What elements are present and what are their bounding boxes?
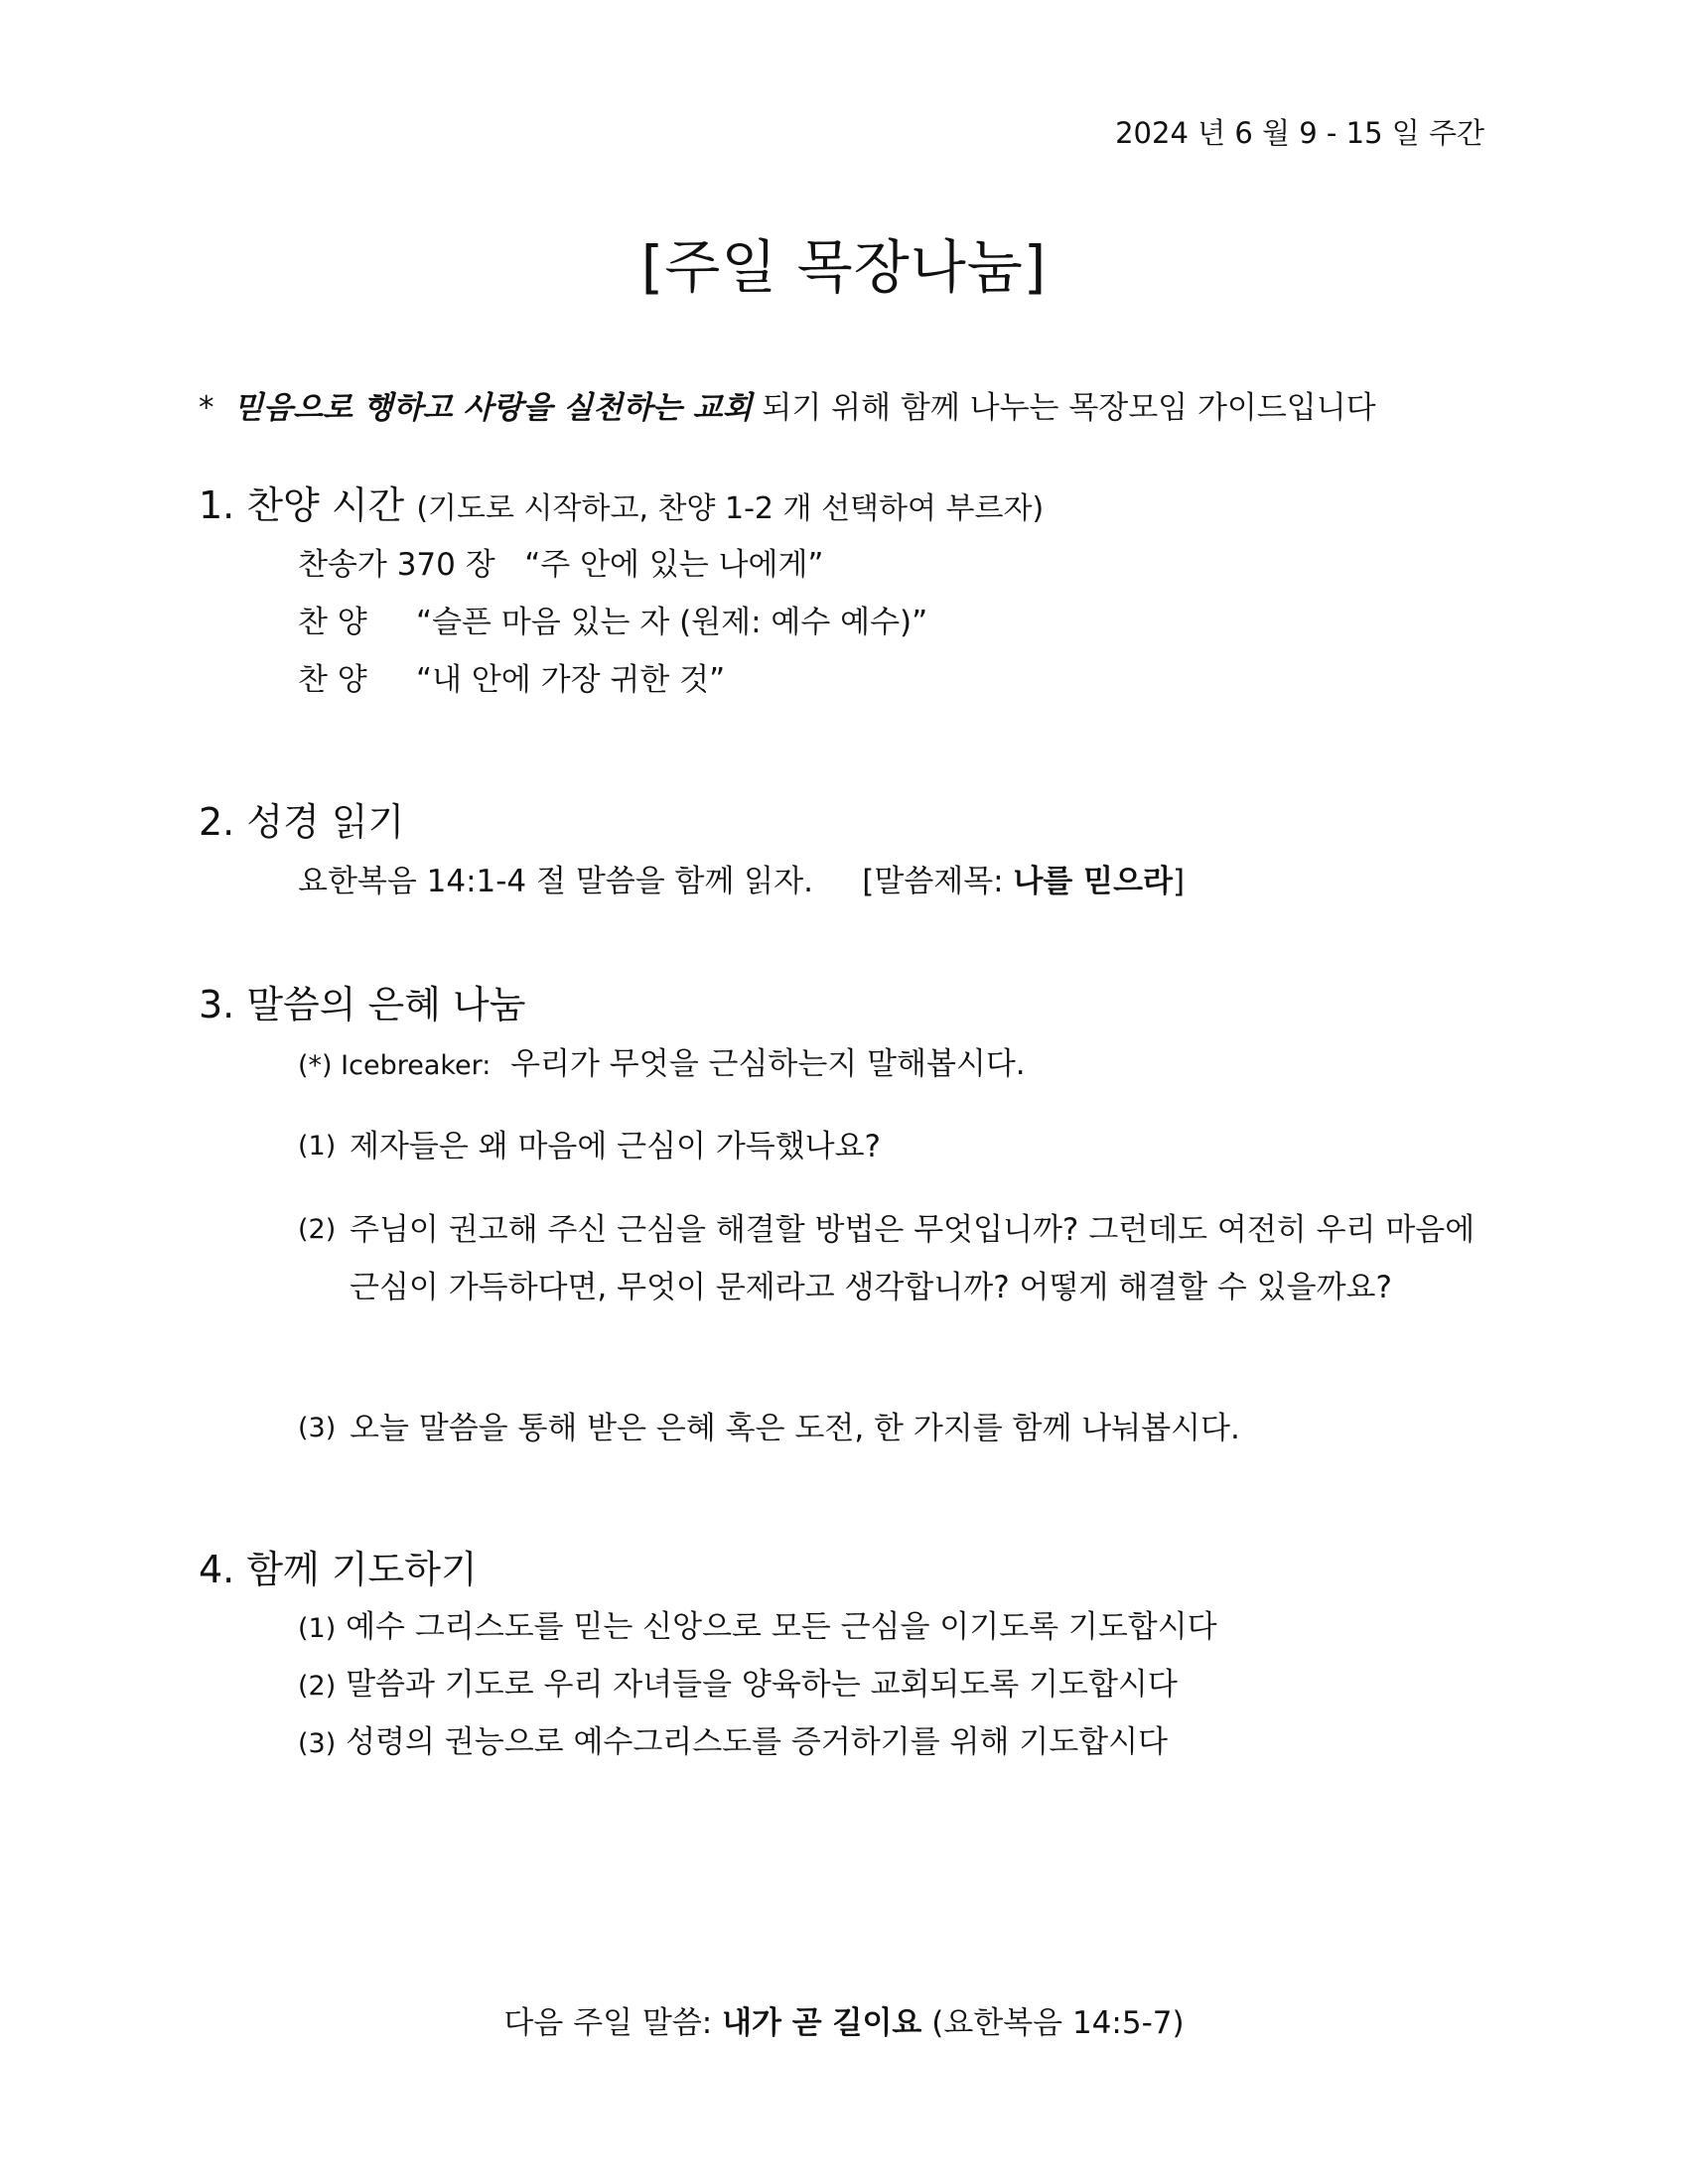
- section-sharing-heading: 3. 말씀의 은혜 나눔: [199, 983, 526, 1026]
- sermon-title: 나를 믿으라: [1013, 864, 1173, 899]
- song-title: “주 안에 있는 나에게”: [524, 547, 824, 583]
- prayer-text: 성령의 권능으로 예수그리스도를 증거하기를 위해 기도합시다: [346, 1724, 1168, 1760]
- question-text: 제자들은 왜 마음에 근심이 가득했나요?: [350, 1129, 882, 1164]
- sermon-prefix: [말씀제목:: [862, 864, 1014, 899]
- song-label: 찬송가 370 장: [298, 547, 495, 583]
- question-text: 주님이 권고해 주신 근심을 해결할 방법은 무엇입니까? 그런데도 여전히 우리 마음에 근심이 가득하다면, 무엇이 문제라고 생각합니까? 어떻게 해결할 수 있을까요?: [350, 1212, 1476, 1305]
- icebreaker-label: (*) Icebreaker:: [298, 1050, 492, 1081]
- song-title: “내 안에 가장 귀한 것”: [416, 662, 726, 698]
- question-text: 오늘 말씀을 통해 받은 은혜 혹은 도전, 한 가지를 함께 나눠봅시다.: [350, 1411, 1240, 1446]
- prayer-text: 예수 그리스도를 믿는 신앙으로 모든 근심을 이기도록 기도합시다: [346, 1609, 1217, 1645]
- next-week-title: 내가 곧 길이요: [722, 2005, 922, 2041]
- song-item: [298, 539, 823, 584]
- intro-line: [199, 382, 1376, 427]
- song-item: [298, 654, 725, 699]
- prayer-number: (2): [298, 1671, 337, 1702]
- prayer-item: [298, 1601, 1217, 1646]
- reading-text: 요한복음 14:1-4 절 말씀을 함께 읽자.: [298, 864, 813, 899]
- question-number: (2): [298, 1214, 337, 1245]
- question-item: [298, 1201, 1479, 1316]
- prayer-text: 말씀과 기도로 우리 자녀들을 양육하는 교회되도록 기도합시다: [346, 1667, 1178, 1703]
- intro-emphasis: 믿음으로 행하고 사랑을 실천하는 교회: [233, 390, 753, 426]
- icebreaker-line: [298, 1038, 1026, 1083]
- sermon-suffix: ]: [1173, 864, 1186, 899]
- prayer-item: [298, 1716, 1168, 1761]
- section-praise-heading: [199, 475, 1044, 529]
- section-praise-note: (기도로 시작하고, 찬양 1-2 개 선택하여 부르자): [416, 491, 1045, 526]
- bible-reading-line: [298, 856, 1185, 900]
- song-title: “슬픈 마음 있는 자 (원제: 예수 예수)”: [416, 605, 928, 640]
- prayer-item: [298, 1659, 1178, 1704]
- question-number: (1): [298, 1131, 337, 1161]
- question-item: [298, 1118, 1489, 1175]
- song-item: [298, 597, 927, 641]
- page-title: [주일 목장나눔]: [640, 233, 1048, 301]
- intro-text: 되기 위해 함께 나누는 목장모임 가이드입니다: [762, 390, 1376, 426]
- next-week-prefix: 다음 주일 말씀:: [503, 2005, 713, 2041]
- song-label: 찬 양: [298, 662, 367, 698]
- section-heading-label: 1. 찬양 시간: [199, 483, 405, 527]
- week-date: 2024 년 6 월 9 - 15 일 주간: [1115, 116, 1484, 150]
- question-item: [298, 1400, 1489, 1457]
- prayer-number: (3): [298, 1728, 337, 1759]
- section-bible-heading: 2. 성경 읽기: [199, 800, 405, 844]
- intro-bullet: *: [199, 390, 214, 426]
- next-week-reference: (요한복음 14:5-7): [931, 2005, 1185, 2041]
- song-label: 찬 양: [298, 605, 367, 640]
- section-prayer-heading: 4. 함께 기도하기: [199, 1548, 478, 1591]
- question-number: (3): [298, 1413, 337, 1443]
- icebreaker-text: 우리가 무엇을 근심하는지 말해봅시다.: [510, 1046, 1026, 1082]
- prayer-number: (1): [298, 1613, 337, 1644]
- next-week-line: [0, 1997, 1688, 2042]
